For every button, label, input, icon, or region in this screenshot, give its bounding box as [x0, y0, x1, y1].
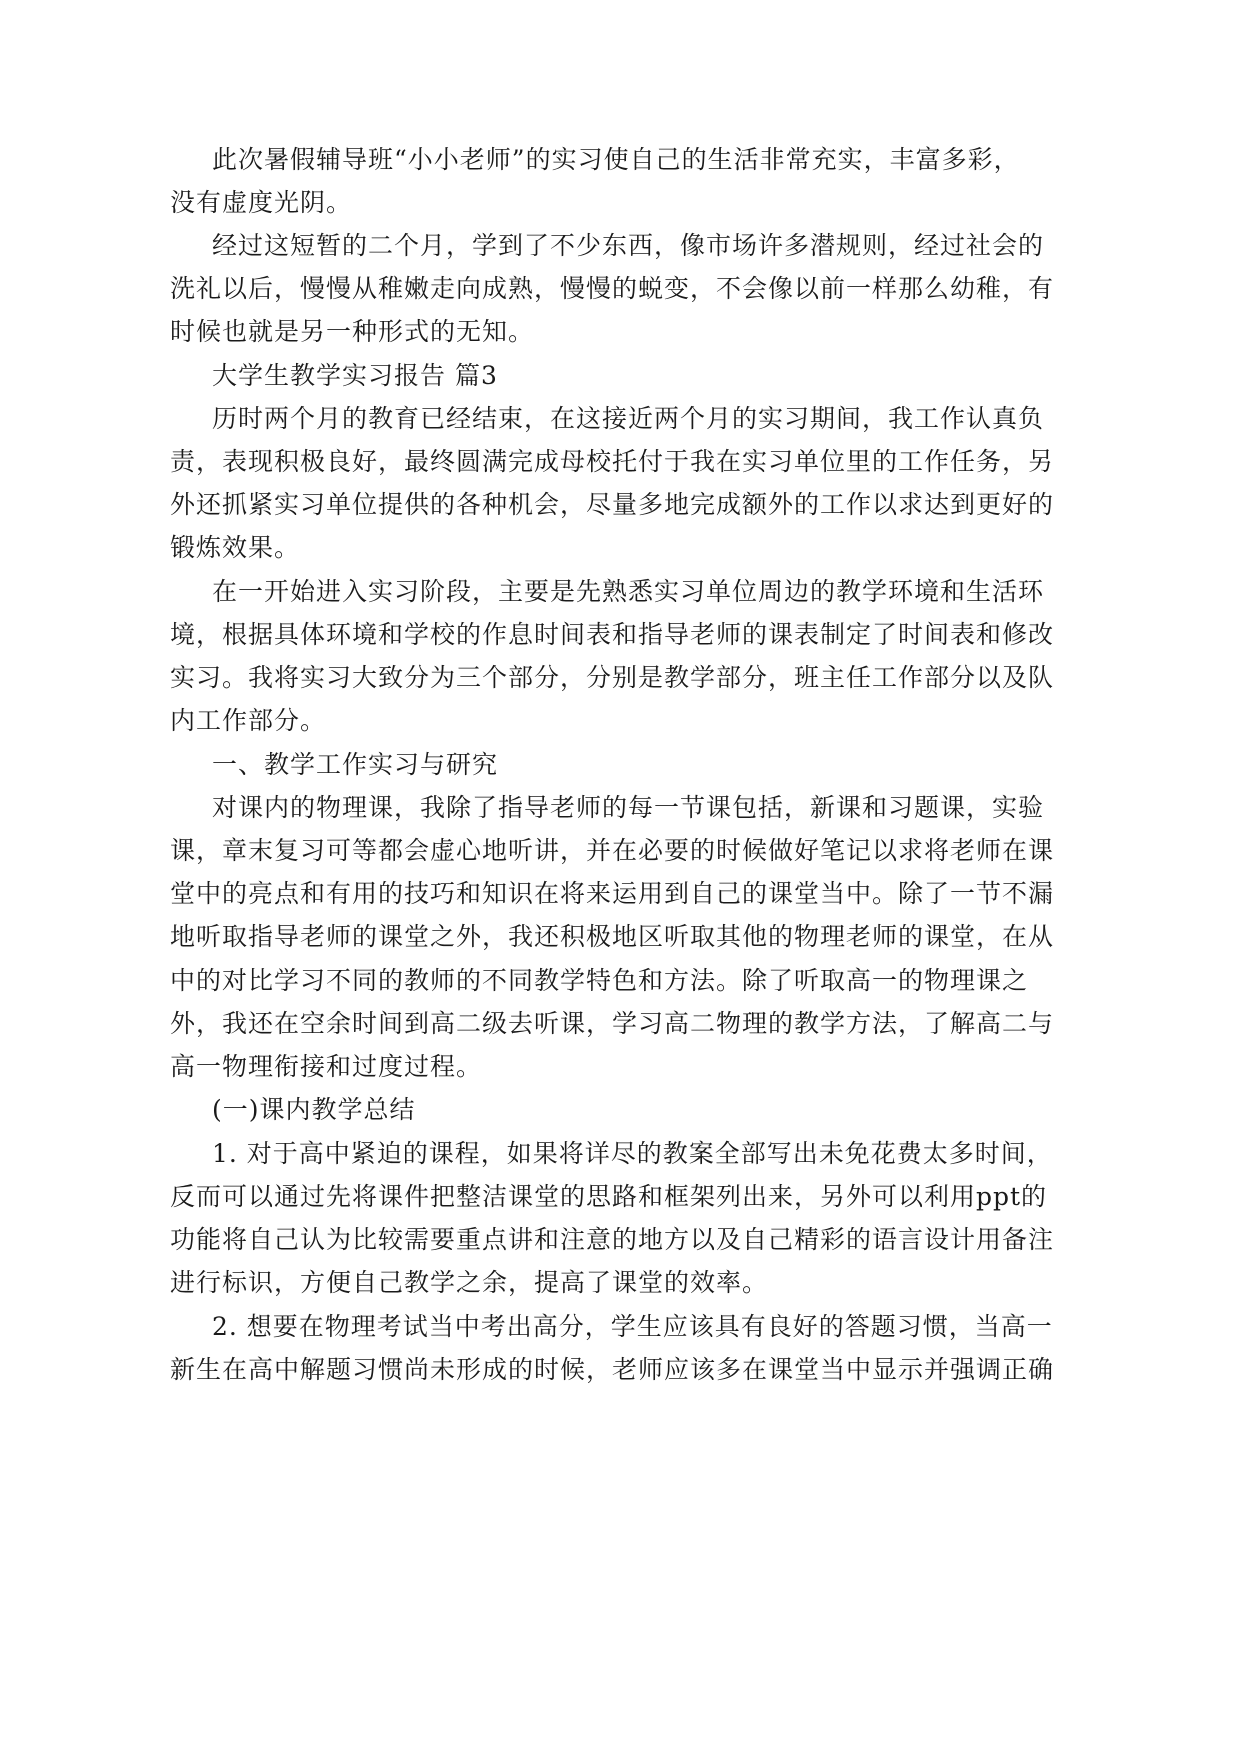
- section-heading: 大学生教学实习报告 篇3: [212, 361, 498, 390]
- text-line: 经过这短暂的二个月，学到了不少东西，像市场许多潜规则，经过社会的: [212, 231, 1045, 260]
- text-line: 高一物理衔接和过度过程。: [170, 1052, 483, 1081]
- text-line: 中的对比学习不同的教师的不同教学特色和方法。除了听取高一的物理课之: [170, 966, 1029, 995]
- text-line: 内工作部分。: [170, 706, 327, 735]
- text-line: 历时两个月的教育已经结束，在这接近两个月的实习期间，我工作认真负: [212, 404, 1045, 433]
- text-line: 时候也就是另一种形式的无知。: [170, 317, 535, 346]
- text-line: 实习。我将实习大致分为三个部分，分别是教学部分，班主任工作部分以及队: [170, 663, 1055, 692]
- text-line: 地听取指导老师的课堂之外，我还积极地区听取其他的物理老师的课堂，在从: [170, 922, 1055, 951]
- subsection-heading: (一)课内教学总结: [212, 1095, 416, 1124]
- text-line: 2. 想要在物理考试当中考出高分，学生应该具有良好的答题习惯，当高一: [212, 1312, 1053, 1341]
- text-line: 对课内的物理课，我除了指导老师的每一节课包括，新课和习题课，实验: [212, 793, 1045, 822]
- text-line: 此次暑假辅导班“小小老师”的实习使自己的生活非常充实，丰富多彩，: [212, 145, 1020, 174]
- text-line: 洗礼以后，慢慢从稚嫩走向成熟，慢慢的蜕变，不会像以前一样那么幼稚，有: [170, 274, 1055, 303]
- text-line: 外，我还在空余时间到高二级去听课，学习高二物理的教学方法，了解高二与: [170, 1009, 1055, 1038]
- text-line: 没有虚度光阴。: [170, 188, 353, 217]
- text-line: 境，根据具体环境和学校的作息时间表和指导老师的课表制定了时间表和修改: [170, 620, 1055, 649]
- text-line: 课，章末复习可等都会虚心地听讲，并在必要的时候做好笔记以求将老师在课: [170, 836, 1055, 865]
- text-line: 在一开始进入实习阶段，主要是先熟悉实习单位周边的教学环境和生活环: [212, 577, 1045, 606]
- text-line: 新生在高中解题习惯尚未形成的时候，老师应该多在课堂当中显示并强调正确: [170, 1355, 1055, 1384]
- text-line: 锻炼效果。: [170, 533, 301, 562]
- text-line: 责，表现积极良好，最终圆满完成母校托付于我在实习单位里的工作任务，另: [170, 447, 1055, 476]
- text-line: 功能将自己认为比较需要重点讲和注意的地方以及自己精彩的语言设计用备注: [170, 1225, 1055, 1254]
- text-line: 进行标识，方便自己教学之余，提高了课堂的效率。: [170, 1268, 769, 1297]
- section-heading: 一、教学工作实习与研究: [212, 750, 499, 779]
- text-line: 堂中的亮点和有用的技巧和知识在将来运用到自己的课堂当中。除了一节不漏: [170, 879, 1055, 908]
- text-line: 1. 对于高中紧迫的课程，如果将详尽的教案全部写出未免花费太多时间，: [212, 1139, 1053, 1168]
- text-line: 外还抓紧实习单位提供的各种机会，尽量多地完成额外的工作以求达到更好的: [170, 490, 1055, 519]
- text-line: 反而可以通过先将课件把整洁课堂的思路和框架列出来，另外可以利用ppt的: [170, 1182, 1048, 1211]
